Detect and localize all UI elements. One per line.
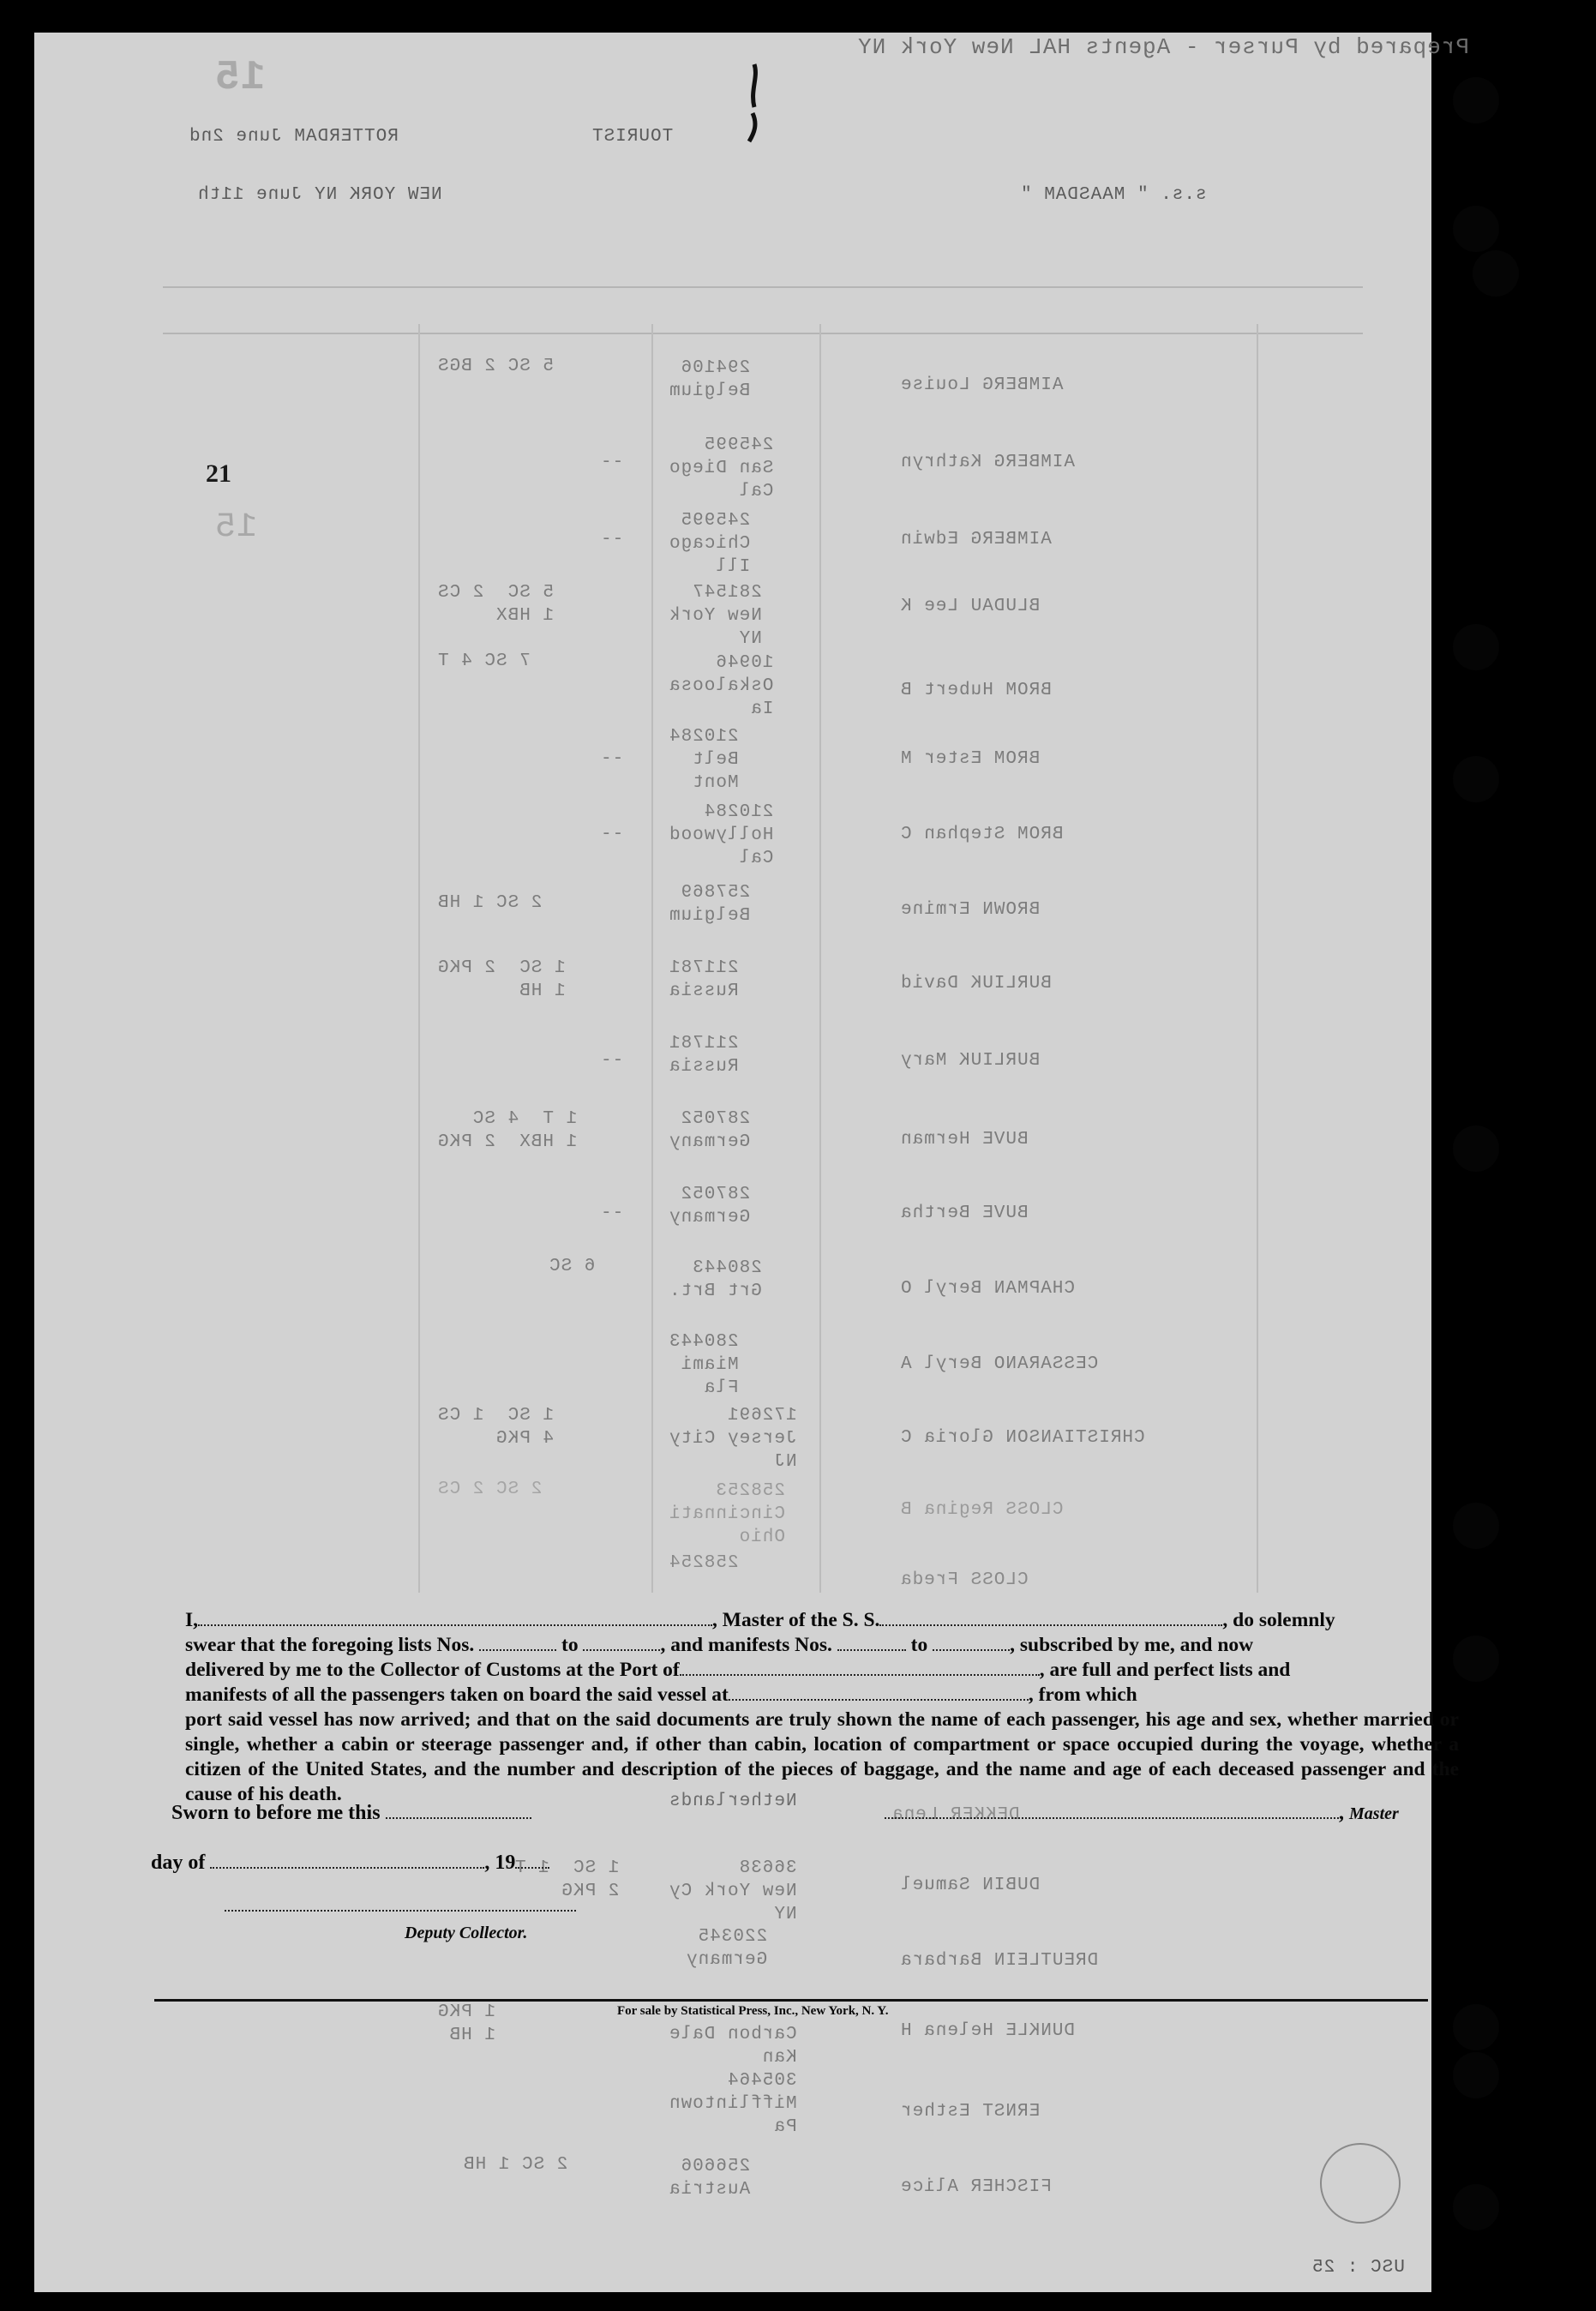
passenger-baggage: 6 SC: [549, 1257, 596, 1276]
passenger-ref: 10946 Oskaloosa Ia: [669, 653, 774, 719]
passenger-name: AIMBERG Louise: [900, 375, 1064, 395]
page-number-mark: 21: [206, 459, 231, 488]
passenger-name: BLUDAU Lee K: [900, 597, 1041, 616]
punch-hole: [1453, 2184, 1499, 2230]
oath-line-3: delivered by me to the Collector of Customs at the Port of , are full and perfect lists and: [185, 1659, 1291, 1681]
passenger-name: BROWN Ermine: [900, 900, 1041, 920]
passenger-name: CHAPMAN Beryl O: [900, 1279, 1076, 1299]
stamp-ring: [1320, 2143, 1401, 2224]
punch-hole: [1453, 2004, 1499, 2050]
passenger-name: CESSARANO Beryl A: [900, 1354, 1099, 1374]
passenger-baggage: --: [600, 1051, 624, 1071]
passenger-baggage: --: [600, 749, 624, 769]
oath-body: port said vessel has now arrived; and that on the said documents are truly shown the name of each passenger, his age and sex, whether married or single, whether a cabin or steerage passenger and, if other than cabin, location of compartment or space occupied during the voyage, whether a citizen of the United States, and the number and description of the pieces of baggage, and the name and age of each deceased passenger and the cause of his death.: [185, 1708, 1459, 1805]
punch-hole: [1453, 756, 1499, 802]
list-from-field[interactable]: [479, 1634, 556, 1651]
punch-hole: [1453, 206, 1499, 252]
column-divider-4: [1257, 324, 1258, 1593]
passenger-ref: 280443 Grt Brt.: [669, 1258, 762, 1301]
punch-hole: [1453, 77, 1499, 123]
deputy-signature-field[interactable]: [225, 1894, 576, 1912]
passenger-baggage: 2 SC 2 CS: [437, 1480, 543, 1499]
passenger-ref: 245995 San Diego Cal: [669, 435, 774, 501]
column-divider-2: [651, 324, 653, 1593]
table-header-rule-2: [163, 333, 1363, 334]
passenger-baggage: --: [600, 530, 624, 549]
passenger-ref: 287052 Germany: [669, 1185, 751, 1228]
day-of-field[interactable]: [210, 1852, 484, 1869]
passenger-baggage: --: [600, 453, 624, 472]
passenger-ref: 211781 Russia: [669, 958, 739, 1001]
passenger-baggage: 2 SC 1 HB: [437, 893, 543, 913]
passenger-ref: 305464 Mifflintown Pa: [669, 2071, 797, 2137]
arrival-text: NEW YORK NY June 11th: [197, 185, 442, 205]
passenger-ref: 256606 Austria: [669, 2157, 751, 2200]
oath-line-4: manifests of all the passengers taken on board the said vessel at , from which: [185, 1684, 1137, 1706]
departure-text: ROTTERDAM June 2nd: [189, 127, 399, 147]
passenger-baggage: 1 SC 1 T 2 PKG: [514, 1858, 620, 1901]
passenger-ref: Carbon Dale Kan: [669, 2025, 797, 2068]
passenger-baggage: --: [600, 1204, 624, 1223]
punch-hole: [1473, 250, 1519, 297]
passenger-name: BROM Ester M: [900, 749, 1041, 769]
passenger-baggage: --: [600, 825, 624, 844]
passenger-name: BUVE Bertha: [900, 1204, 1029, 1223]
vessel-name: s.s. " MAASDAM ": [1020, 185, 1207, 205]
passenger-ref: 210284 Hollywood Cal: [669, 802, 774, 868]
passenger-ref: 294106 Belgium: [669, 358, 751, 401]
masters-oath: [185, 1608, 1459, 1807]
passenger-ref: 36638 New York Cy NY: [669, 1858, 797, 1924]
passenger-ref: 220345 Germany: [686, 1927, 768, 1970]
passenger-baggage: 1 SC 2 PKG 1 HB: [437, 958, 566, 1001]
passenger-ref: 172691 Jersey City NJ: [669, 1406, 797, 1472]
passenger-name: BURLIUK Mary: [900, 1051, 1041, 1071]
master-signature-line: , Master: [885, 1802, 1399, 1825]
passenger-baggage: 1 T 4 SC 1 HBX 2 PKG: [437, 1109, 578, 1152]
column-divider-1: [418, 324, 420, 1593]
passenger-name: DUNKLE Helena H: [900, 2021, 1076, 2041]
manifest-page: [34, 33, 1469, 2292]
passenger-baggage: 5 SC 2 CS 1 HBX: [437, 583, 555, 626]
port-field[interactable]: [680, 1659, 1040, 1676]
master-signature-field[interactable]: [885, 1802, 1339, 1819]
punch-hole: [1453, 2052, 1499, 2098]
manifest-to-field[interactable]: [933, 1634, 1010, 1651]
passenger-ref: 287052 Germany: [669, 1109, 751, 1152]
passenger-baggage: 2 SC 1 HB: [463, 2155, 568, 2175]
passenger-ref: 211781 Russia: [669, 1034, 739, 1077]
year-field[interactable]: [515, 1852, 549, 1869]
passenger-ref: 257869 Belgium: [669, 883, 751, 926]
oath-line-1: I, , Master of the S. S. , do solemnly: [185, 1609, 1335, 1631]
corner-number-mark: 15: [214, 55, 266, 101]
table-header-rule: [163, 286, 1363, 288]
handwritten-tick-mark: [737, 60, 780, 146]
passenger-name: AIMBERG Edwin: [900, 530, 1052, 549]
passenger-baggage: 7 SC 4 T: [437, 651, 531, 671]
passenger-name: FISCHER Alice: [900, 2177, 1052, 2197]
passenger-name: ERNST Esther: [900, 2102, 1041, 2122]
passenger-name: CHRISTIANSON Gloria C: [900, 1428, 1145, 1448]
passenger-baggage: 5 SC 2 BGS: [437, 357, 555, 376]
passenger-name: CLOSS Regina B: [900, 1500, 1064, 1520]
passenger-name: DREUTLEIN Barbara: [900, 1951, 1099, 1971]
list-to-field[interactable]: [583, 1634, 660, 1651]
passenger-ref: 281547 New York NY: [669, 583, 762, 649]
passenger-baggage: 1 PKG 1 HB: [437, 2002, 496, 2045]
passenger-name: BROM Stephan C: [900, 825, 1064, 844]
manifest-from-field[interactable]: [837, 1634, 906, 1651]
passenger-name: BUVE Herman: [900, 1130, 1029, 1149]
passenger-name: CLOSS Freda: [900, 1570, 1029, 1590]
passenger-name: BURLIUK David: [900, 974, 1052, 993]
ship-name-field[interactable]: [879, 1609, 1222, 1626]
side-number-mark: 15: [214, 508, 258, 547]
passenger-ref: 245995 Chicago Ill: [669, 511, 751, 577]
passenger-name: DEKKER Lena: [891, 1805, 1020, 1825]
punch-hole: [1453, 624, 1499, 670]
deputy-collector-line: [225, 1894, 576, 1912]
sworn-date-field[interactable]: [386, 1802, 531, 1819]
passenger-ref: 258253 Cincinnati Ohio: [669, 1481, 786, 1547]
passenger-ref: 280443 Miami Fla: [669, 1332, 739, 1398]
footer-rule: [154, 1999, 1428, 2002]
passenger-name: DUBIN Samuel: [900, 1876, 1041, 1895]
master-name-field[interactable]: [198, 1609, 712, 1626]
punch-hole: [1453, 1636, 1499, 1682]
punch-hole: [1453, 1125, 1499, 1172]
passenger-ref: 258254: [669, 1553, 739, 1573]
passenger-baggage: 1 SC 1 CS 4 PKG: [437, 1406, 555, 1449]
day-of-line: day of , 19: [151, 1852, 549, 1875]
class-text: TOURIST: [591, 127, 674, 147]
oath-line-2: swear that the foregoing lists Nos. to , and manifests Nos. to , subscribed by me, and now: [185, 1634, 1254, 1656]
column-divider-3: [819, 324, 821, 1593]
punch-hole: [1453, 1503, 1499, 1549]
preparer-line: Prepared by Purser - Agents HAL New York NY: [857, 34, 1469, 60]
deputy-collector-label: Deputy Collector.: [405, 1924, 528, 1942]
form-code-mark: USC : 25: [1311, 2258, 1405, 2278]
sworn-line: Sworn to before me this: [171, 1802, 531, 1825]
passenger-name: BROM Hubert B: [900, 681, 1052, 700]
passenger-ref: 210284 Belt Mont: [669, 727, 739, 793]
printer-footer: For sale by Statistical Press, Inc., New York, N. Y.: [617, 2004, 889, 2018]
departure-port-field[interactable]: [729, 1684, 1029, 1701]
passenger-ref: Netherlands: [669, 1792, 797, 1811]
passenger-name: AIMBERG Kathryn: [900, 453, 1076, 472]
